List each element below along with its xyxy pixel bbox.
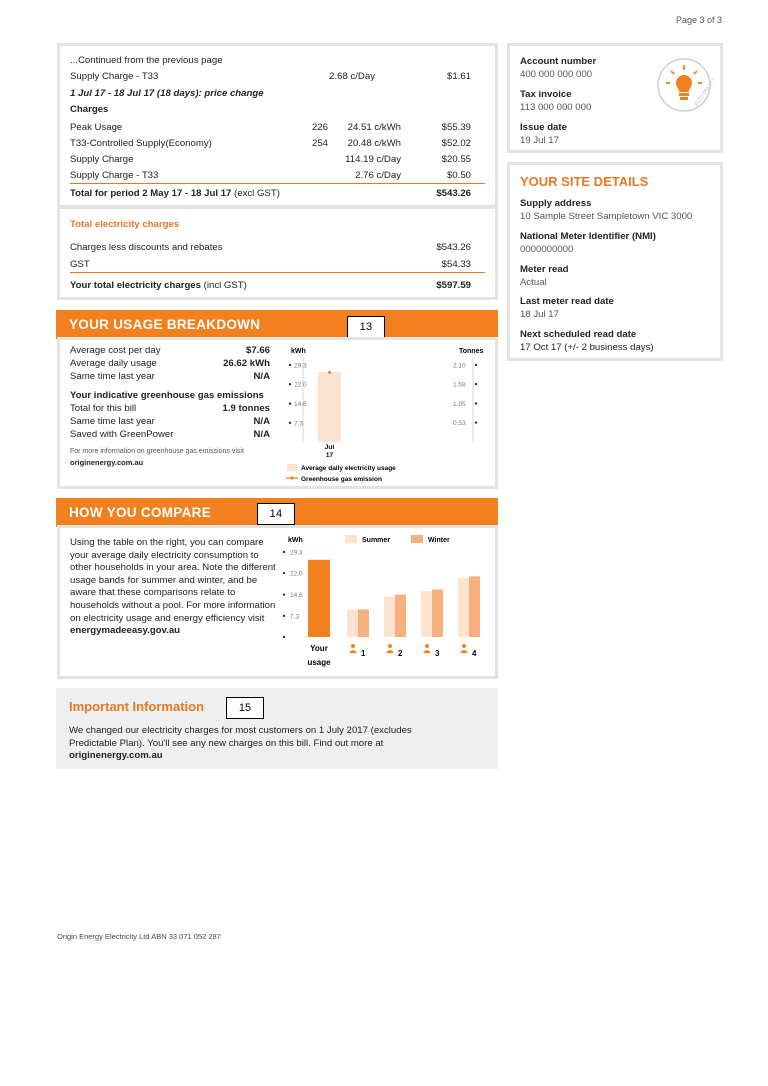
y2-axis-label: Tonnes	[459, 348, 484, 355]
charge-rate: 2.68 c/Day	[329, 71, 375, 82]
y2-tick-label: 1.05	[453, 401, 466, 408]
y2-tick-label: 0.53	[453, 420, 466, 428]
compare-chart	[280, 530, 495, 676]
winter-bar	[469, 576, 480, 637]
charge-qty: 226	[311, 122, 328, 133]
total-period-suffix: (excl GST)	[234, 188, 280, 199]
total-period-amount: $543.26	[436, 188, 471, 199]
compare-header	[56, 498, 498, 527]
issue-label: Issue date	[520, 122, 567, 133]
x-tick-label: Jul	[324, 444, 335, 451]
period-heading: 1 Jul 17 - 18 Jul 17 (18 days): price change	[70, 88, 264, 99]
account-label: Account number	[520, 56, 597, 67]
site-box	[507, 162, 723, 361]
important-text: We changed our electricity charges for most customers on 1 July 2017 (excludes Predictable Plan). You'll see any new charges on this bill. Find out more at	[69, 725, 412, 749]
y-tick-label: 29.3	[290, 549, 303, 557]
compare-box	[57, 525, 498, 679]
x-tick-label: 4	[472, 649, 477, 658]
usage-row	[70, 358, 270, 372]
last-read-label: Last meter read date	[520, 296, 614, 307]
person-icon	[351, 644, 355, 648]
person-icon	[462, 644, 466, 648]
continued-text: ...Continued from the previous page	[70, 55, 223, 66]
gst-label: GST	[70, 259, 90, 270]
supply-address-label: Supply address	[520, 198, 592, 209]
usage-value: N/A	[253, 371, 270, 382]
person-icon	[425, 644, 429, 648]
ghg-row	[70, 416, 270, 430]
account-value: 400 000 000 000	[520, 69, 593, 80]
ghg-value: N/A	[253, 429, 270, 440]
y-tick-dot	[283, 593, 285, 595]
x-tick-label: 17	[325, 452, 334, 459]
ghg-heading: Your indicative greenhouse gas emissions	[70, 390, 264, 401]
y-tick-label: 14.6	[294, 401, 307, 409]
charge-label: Supply Charge - T33	[70, 170, 159, 181]
charge-label: Peak Usage	[70, 122, 123, 133]
total-period-label: Total for period 2 May 17 - 18 Jul 17	[70, 188, 232, 199]
charge-rate: 2.76 c/Day	[355, 170, 401, 181]
y-tick-label: 29.3	[294, 362, 307, 370]
y2-tick-label: 1.58	[453, 381, 466, 389]
y-tick-label: 22.0	[290, 570, 303, 578]
usage-value: 26.62 kWh	[223, 358, 270, 369]
summer-bar	[384, 596, 395, 637]
ghg-row	[70, 429, 270, 443]
total-label: Your total electricity charges	[70, 280, 201, 291]
ghg-row	[70, 403, 270, 417]
legend-ghg-dot	[290, 476, 293, 479]
y2-tick-dot	[475, 402, 477, 404]
next-read-label: Next scheduled read date	[520, 329, 637, 340]
usage-value: $7.66	[245, 345, 270, 356]
y-tick-dot	[283, 615, 285, 617]
summer-bar	[347, 609, 358, 637]
y-tick-dot	[283, 551, 285, 553]
x-tick-label: 3	[435, 649, 440, 658]
y-tick-dot	[289, 402, 291, 404]
badge-text: ELECTRICITY	[693, 77, 718, 108]
summer-bar	[421, 591, 432, 637]
marker-15: 15	[226, 697, 264, 719]
marker-14: 14	[257, 503, 295, 525]
usage-heading: YOUR USAGE BREAKDOWN	[69, 317, 261, 332]
y-axis-label: kWh	[288, 537, 303, 544]
usage-row	[70, 345, 270, 359]
charge-amount: $55.39	[441, 122, 471, 133]
y-tick-dot	[283, 572, 285, 574]
meter-read-label: Meter read	[520, 264, 569, 275]
charges-heading: Charges	[70, 104, 109, 115]
charge-qty: 254	[311, 138, 328, 149]
summer-bar	[458, 578, 469, 637]
usage-chart	[283, 342, 495, 486]
important-box	[56, 688, 498, 769]
ghg-point	[328, 371, 331, 374]
y-tick-dot	[289, 383, 291, 385]
usage-label: Average cost per day	[70, 345, 161, 356]
lightbulb-icon	[655, 56, 718, 114]
legend-ghg-label: Greenhouse gas emission	[301, 476, 382, 483]
person-icon	[388, 644, 392, 648]
site-heading: YOUR SITE DETAILS	[520, 174, 649, 189]
usage-header	[56, 310, 498, 339]
charge-rate: 20.48 c/kWh	[347, 138, 401, 149]
charge-amount: $52.02	[441, 138, 471, 149]
total-suffix: (incl GST)	[203, 280, 247, 291]
charge-label: Supply Charge	[70, 154, 134, 165]
compare-heading: HOW YOU COMPARE	[69, 505, 212, 520]
winter-bar	[432, 589, 443, 637]
totals-box	[57, 206, 498, 300]
legend-summer-swatch	[345, 535, 357, 543]
meter-read-value: Actual	[520, 277, 547, 288]
important-heading: Important Information	[69, 699, 205, 714]
gst-amount: $54.33	[441, 259, 471, 270]
ghg-value: N/A	[253, 416, 270, 427]
x-tick-label: Your	[310, 644, 328, 653]
y2-tick-dot	[475, 421, 477, 423]
usage-label: Same time last year	[70, 371, 155, 382]
account-box	[507, 43, 723, 153]
y-tick-label: 14.6	[290, 592, 303, 600]
charge-line	[70, 138, 485, 152]
charge-line	[70, 154, 485, 168]
invoice-label: Tax invoice	[520, 89, 572, 100]
ghg-label: Total for this bill	[70, 403, 137, 414]
more-info-link[interactable]: originenergy.com.au	[70, 458, 144, 467]
charges-box	[57, 43, 498, 208]
last-read-value: 18 Jul 17	[520, 309, 559, 320]
totals-heading: Total electricity charges	[70, 219, 180, 230]
less-amount: $543.26	[436, 242, 471, 253]
legend-winter-label: Winter	[428, 537, 450, 544]
more-info-text: For more information on greenhouse gas emissions visit	[70, 448, 244, 455]
x-tick-label: 2	[398, 649, 403, 658]
legend-summer-label: Summer	[362, 537, 391, 544]
charge-line	[70, 170, 485, 184]
y-tick-dot	[289, 364, 291, 366]
marker-13: 13	[347, 316, 385, 338]
page-number: Page 3 of 3	[675, 15, 722, 25]
y-axis-label: kWh	[291, 348, 306, 355]
winter-bar	[358, 609, 369, 637]
y-tick-label: 22.0	[294, 381, 307, 389]
person-icon	[423, 650, 431, 653]
invoice-value: 113 000 000 000	[520, 102, 592, 113]
x-tick-label: 1	[361, 649, 366, 658]
usage-box	[57, 337, 498, 489]
charge-label: Supply Charge - T33	[70, 71, 159, 82]
legend-winter-swatch	[411, 535, 423, 543]
charge-label: T33-Controlled Supply(Economy)	[70, 138, 212, 149]
ghg-value: 1.9 tonnes	[222, 403, 270, 414]
y-tick-label: 7.3	[294, 420, 304, 428]
usage-row	[70, 371, 270, 385]
y2-tick-label: 2.10	[453, 362, 466, 370]
supply-address-value: 10 Sample Street Sampletown VIC 3000	[520, 211, 693, 222]
charge-amount: $0.50	[446, 170, 471, 181]
y-tick-dot	[283, 636, 285, 638]
y-tick-dot	[289, 422, 291, 424]
issue-value: 19 Jul 17	[520, 135, 559, 146]
compare-link[interactable]: energymadeeasy.gov.au	[70, 625, 181, 637]
usage-bar	[318, 372, 341, 442]
compare-text: Using the table on the right, you can compare your average daily electricity consumption to other households in your area. Note the different usage bands for summer and winter, and be aware that these comparisons relate to households without a pool.	[70, 537, 276, 611]
nmi-label: National Meter Identifier (NMI)	[520, 231, 656, 242]
y2-tick-dot	[475, 364, 477, 366]
person-icon	[386, 650, 394, 653]
your-usage-bar	[308, 560, 330, 637]
compare-text-2: For more information on electricity usage and energy efficiency visit	[70, 599, 276, 624]
nmi-value: 0000000000	[520, 244, 574, 255]
ghg-label: Same time last year	[70, 416, 155, 427]
x-tick-label: usage	[307, 658, 331, 667]
legend-usage-swatch	[287, 464, 297, 471]
charge-amount: $20.55	[441, 154, 471, 165]
y-tick-label: 7.3	[290, 613, 300, 621]
next-read-value: 17 Oct 17 (+/- 2 business days)	[520, 342, 654, 353]
total-amount: $597.59	[436, 280, 471, 291]
ghg-label: Saved with GreenPower	[70, 429, 174, 440]
less-label: Charges less discounts and rebates	[70, 242, 223, 253]
charge-rate: 114.19 c/Day	[345, 154, 401, 165]
winter-bar	[395, 595, 406, 637]
person-icon	[460, 650, 468, 653]
important-link[interactable]: originenergy.com.au	[69, 750, 163, 762]
person-icon	[349, 650, 357, 653]
footer-text: Origin Energy Electricity Ltd ABN 33 071 052 287	[57, 932, 221, 941]
charge-rate: 24.51 c/kWh	[347, 122, 401, 133]
legend-usage-label: Average daily electricity usage	[301, 465, 396, 472]
charge-line	[70, 122, 485, 136]
y2-tick-dot	[475, 383, 477, 385]
charge-amount: $1.61	[446, 71, 471, 82]
usage-label: Average daily usage	[70, 358, 157, 369]
